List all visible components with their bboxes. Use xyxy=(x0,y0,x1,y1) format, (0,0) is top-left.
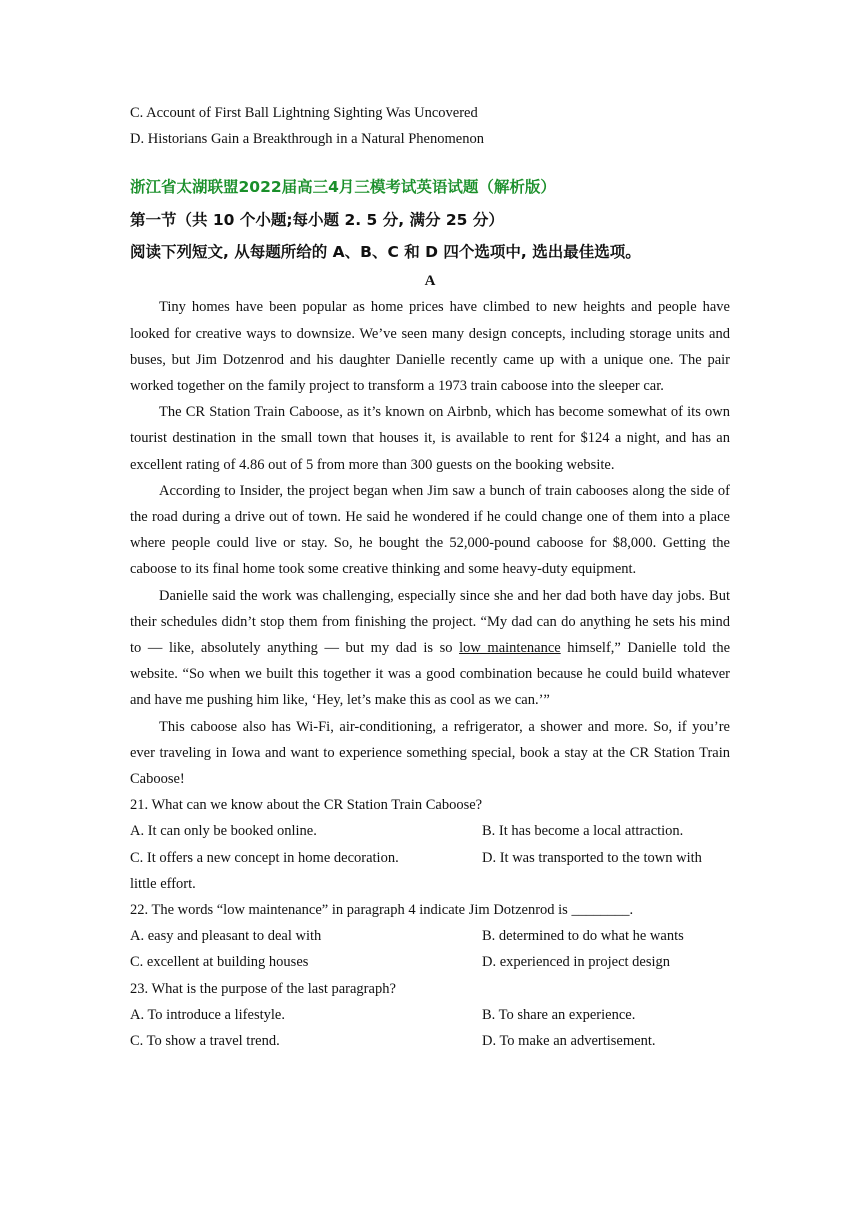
question-21-row-2 xyxy=(130,845,730,871)
q21-option-b: B. It has become a local attraction. xyxy=(482,823,684,840)
q23-option-d: D. To make an advertisement. xyxy=(482,1033,656,1050)
q21-option-a: A. It can only be booked online. xyxy=(130,823,317,840)
document-page xyxy=(130,100,730,1054)
prev-option-d: D. Historians Gain a Breakthrough in a Natural Phenomenon xyxy=(130,131,484,148)
instructions: 阅读下列短文, 从每题所给的 A、B、C 和 D 四个选项中, 选出最佳选项。 xyxy=(130,243,641,262)
question-23-stem: 23. What is the purpose of the last paragraph? xyxy=(130,980,396,997)
paragraph-1: Tiny homes have been popular as home prices have climbed to new heights and people have looked for creative ways to downsize. We’ve seen many design concepts, including storage units and buses, but Jim Dotzenrod and his daughter Danielle recently came up with a unique one. The pair worked together on the family project to transform a 1973 train caboose into the sleeper car. xyxy=(130,299,730,395)
question-22-row-1 xyxy=(130,923,730,949)
p4-text-before: Danielle said the work was challenging, especially since she and her dad both have day jobs. But their schedules didn’t stop them from finishing the project. “My dad can do anything he sets his mind to — like, absolutely anything — but my dad is so xyxy=(130,587,730,657)
question-23-row-2 xyxy=(130,1028,730,1054)
paragraph-3: According to Insider, the project began when Jim saw a bunch of train cabooses along the side of the road during a drive out of town. He said he wondered if he could change one of them into a place where people could live or stay. So, he bought the 52,000-pound caboose for $8,000. Getting the caboose to its final home took some creative thinking and some heavy-duty equipment. xyxy=(130,482,730,578)
q23-option-a: A. To introduce a lifestyle. xyxy=(130,1006,285,1023)
p4-text-after: himself,” Danielle told the website. “So when we built this together it was a good combination because he could build whatever and have me pushing him like, ‘Hey, let’s make this as cool as we can.’” xyxy=(130,640,730,709)
paragraph-2: The CR Station Train Caboose, as it’s known on Airbnb, which has become somewhat of its own tourist destination in the small town that houses it, is available to rent for $124 a night, and has an excellent rating of 4.86 out of 5 from more than 300 guests on the booking website. xyxy=(130,404,730,473)
paragraph-4 xyxy=(130,583,730,714)
passage-letter: A xyxy=(424,273,436,290)
question-21-stem: 21. What can we know about the CR Station Train Caboose? xyxy=(130,797,483,814)
q21-option-c: C. It offers a new concept in home decoration. xyxy=(130,849,399,866)
q21-option-d: D. It was transported to the town with xyxy=(482,849,702,866)
q22-option-b: B. determined to do what he wants xyxy=(482,928,684,945)
underlined-phrase: low maintenance xyxy=(459,640,561,657)
q23-option-c: C. To show a travel trend. xyxy=(130,1033,280,1050)
question-22-row-2 xyxy=(130,949,730,975)
prev-option-c: C. Account of First Ball Lightning Sighting Was Uncovered xyxy=(130,105,478,121)
q21-option-d-continued: little effort. xyxy=(130,875,196,892)
q23-option-b: B. To share an experience. xyxy=(482,1006,636,1023)
q22-option-a: A. easy and pleasant to deal with xyxy=(130,928,322,945)
question-21-row-1 xyxy=(130,818,730,844)
exam-title: 浙江省太湖联盟2022届高三4月三模考试英语试题（解析版） xyxy=(130,178,556,197)
question-23-row-1 xyxy=(130,1002,730,1028)
q22-option-d: D. experienced in project design xyxy=(482,954,671,971)
section-heading: 第一节（共 10 个小题;每小题 2. 5 分, 满分 25 分） xyxy=(130,211,504,230)
q22-option-c: C. excellent at building houses xyxy=(130,954,309,971)
paragraph-5: This caboose also has Wi-Fi, air-conditioning, a refrigerator, a shower and more. So, if you’re ever traveling in Iowa and want to experience something special, book a stay at the CR Station Train Caboose! xyxy=(130,718,730,788)
question-22-stem: 22. The words “low maintenance” in paragraph 4 indicate Jim Dotzenrod is ________. xyxy=(130,902,634,919)
